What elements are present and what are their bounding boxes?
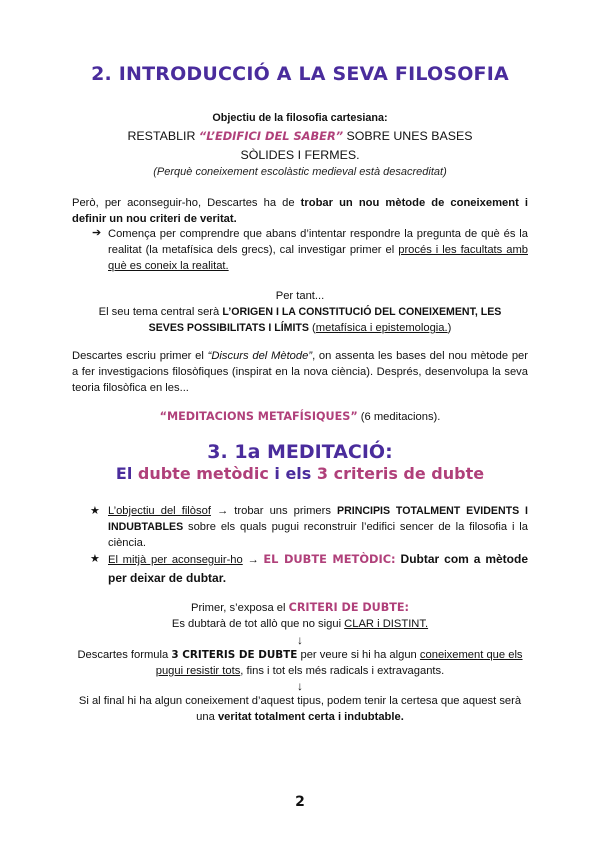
section-title-introduccio: 2. INTRODUCCIÓ A LA SEVA FILOSOFIA xyxy=(91,63,509,85)
bullet1-arrow: → trobar uns primers xyxy=(210,505,338,517)
tema-pre: El seu tema central serà xyxy=(98,306,223,318)
bullet2-arrow: → xyxy=(242,554,264,566)
paragraph-discurs xyxy=(72,348,528,396)
section-subtitle xyxy=(60,463,540,485)
meditacions-line xyxy=(60,409,540,425)
edifici-saber-highlight: “L’EDIFICI DEL SABER” xyxy=(198,129,344,143)
bullet2-underline: El mitjà per aconseguir-ho xyxy=(108,554,243,566)
final-pre: Si al final hi ha algun coneixement d’aquest tipus, podem tenir la certesa que aquest serà una xyxy=(78,695,522,723)
medieval-note: (Perquè coneixement escolàstic medieval està desacreditat) xyxy=(153,166,447,178)
subtitle-dubte: dubte metòdic xyxy=(137,464,269,483)
paragraph-metode xyxy=(72,195,528,227)
bullet1-post: sobre els quals pugui reconstruir l’edifici sencer de la filosofia i la ciència. xyxy=(108,521,528,549)
discurs-post: , on assenta les bases del nou mètode per a fer investigacions filosòfiques (inspirat en la nova ciència). Després, desenvolupa la seva teoria filosòfica en les... xyxy=(72,350,528,394)
section-title-meditacio: 3. 1a MEDITACIÓ: xyxy=(207,441,393,463)
paragraph-metode-text: Però, per aconseguir-ho, Descartes ha de xyxy=(72,197,301,209)
bullet-objectiu xyxy=(108,503,528,551)
down-arrow-icon: ↓ xyxy=(297,679,303,693)
arrow-item-text: Comença per comprendre que abans d’intentar respondre la pregunta de què és la realitat (la metafísica dels grecs), cal investigar primer el xyxy=(108,228,528,256)
objective-label: Objectiu de la filosofia cartesiana: xyxy=(212,112,388,124)
bullet2-pink: EL DUBTE METÒDIC: xyxy=(263,552,396,566)
arrow-item-underline: procés i les facultats amb què es coneix la realitat. xyxy=(108,244,528,272)
bullet1-bold: PRINCIPIS TOTALMENT EVIDENTS I INDUBTABLES xyxy=(108,505,528,533)
criteri-pink: CRITERI DE DUBTE: xyxy=(288,601,410,614)
star-bullet-icon: ★ xyxy=(90,553,100,565)
meditacions-highlight: “MEDITACIONS METAFÍSIQUES” xyxy=(159,410,358,423)
dubtara-underline: CLAR i DISTINT. xyxy=(344,618,429,630)
final-bold: veritat totalment certa i indubtable. xyxy=(217,711,404,723)
discurs-pre: Descartes escriu primer el xyxy=(72,350,208,362)
formula-pre: Descartes formula xyxy=(77,649,172,661)
right-arrow-icon: ➔ xyxy=(92,227,102,239)
formula-post: , fins i tot els més radicals i extravagants. xyxy=(240,665,445,677)
bullet1-underline: L’objectiu del filòsof xyxy=(108,505,211,517)
tema-bold: L’ORIGEN I LA CONSTITUCIÓ DEL CONEIXEMENT, LES SEVES POSSIBILITATS I LÍMITS xyxy=(148,306,502,334)
formula-mid: per veure si hi ha algun xyxy=(297,649,420,661)
paragraph-metode-bold: trobar un nou mètode de coneixement i definir un nou criteri de veritat. xyxy=(72,197,528,225)
restablir-pre: RESTABLIR xyxy=(127,129,199,143)
tema-paren-close: ) xyxy=(447,322,452,334)
meditacions-post: (6 meditacions). xyxy=(357,411,441,423)
solides-line: SÒLIDES I FERMES. xyxy=(240,148,360,162)
bullet2-bold: Dubtar com a mètode per deixar de dubtar. xyxy=(108,552,529,585)
subtitle-3-criteris: 3 criteris de dubte xyxy=(316,464,485,483)
subtitle-iels: i els xyxy=(268,464,317,483)
tema-paren-open: ( xyxy=(308,322,316,334)
criteri-line xyxy=(60,600,540,616)
subtitle-el: El xyxy=(115,464,138,483)
dubtara-pre: Es dubtarà de tot allò que no sigui xyxy=(171,618,345,630)
down-arrow-icon: ↓ xyxy=(297,633,303,647)
dubtara-line xyxy=(60,616,540,632)
tema-central xyxy=(80,304,520,336)
restablir-post: SOBRE UNES BASES xyxy=(343,129,473,143)
formula-line xyxy=(70,647,530,679)
restablir-line xyxy=(60,127,540,145)
star-bullet-icon: ★ xyxy=(90,505,100,517)
criteri-pre: Primer, s’exposa el xyxy=(190,602,289,614)
final-line xyxy=(70,693,530,725)
bullet-mitja xyxy=(108,550,528,588)
formula-underline: coneixement que els pugui resistir tots xyxy=(155,649,523,677)
page-number: 2 xyxy=(295,794,305,810)
per-tant: Per tant... xyxy=(275,290,325,302)
formula-bold: 3 CRITERIS DE DUBTE xyxy=(171,649,298,661)
tema-underline: metafísica i epistemologia. xyxy=(315,322,448,334)
discurs-italic: “Discurs del Mètode” xyxy=(207,350,313,362)
arrow-item-realitat xyxy=(108,226,528,274)
